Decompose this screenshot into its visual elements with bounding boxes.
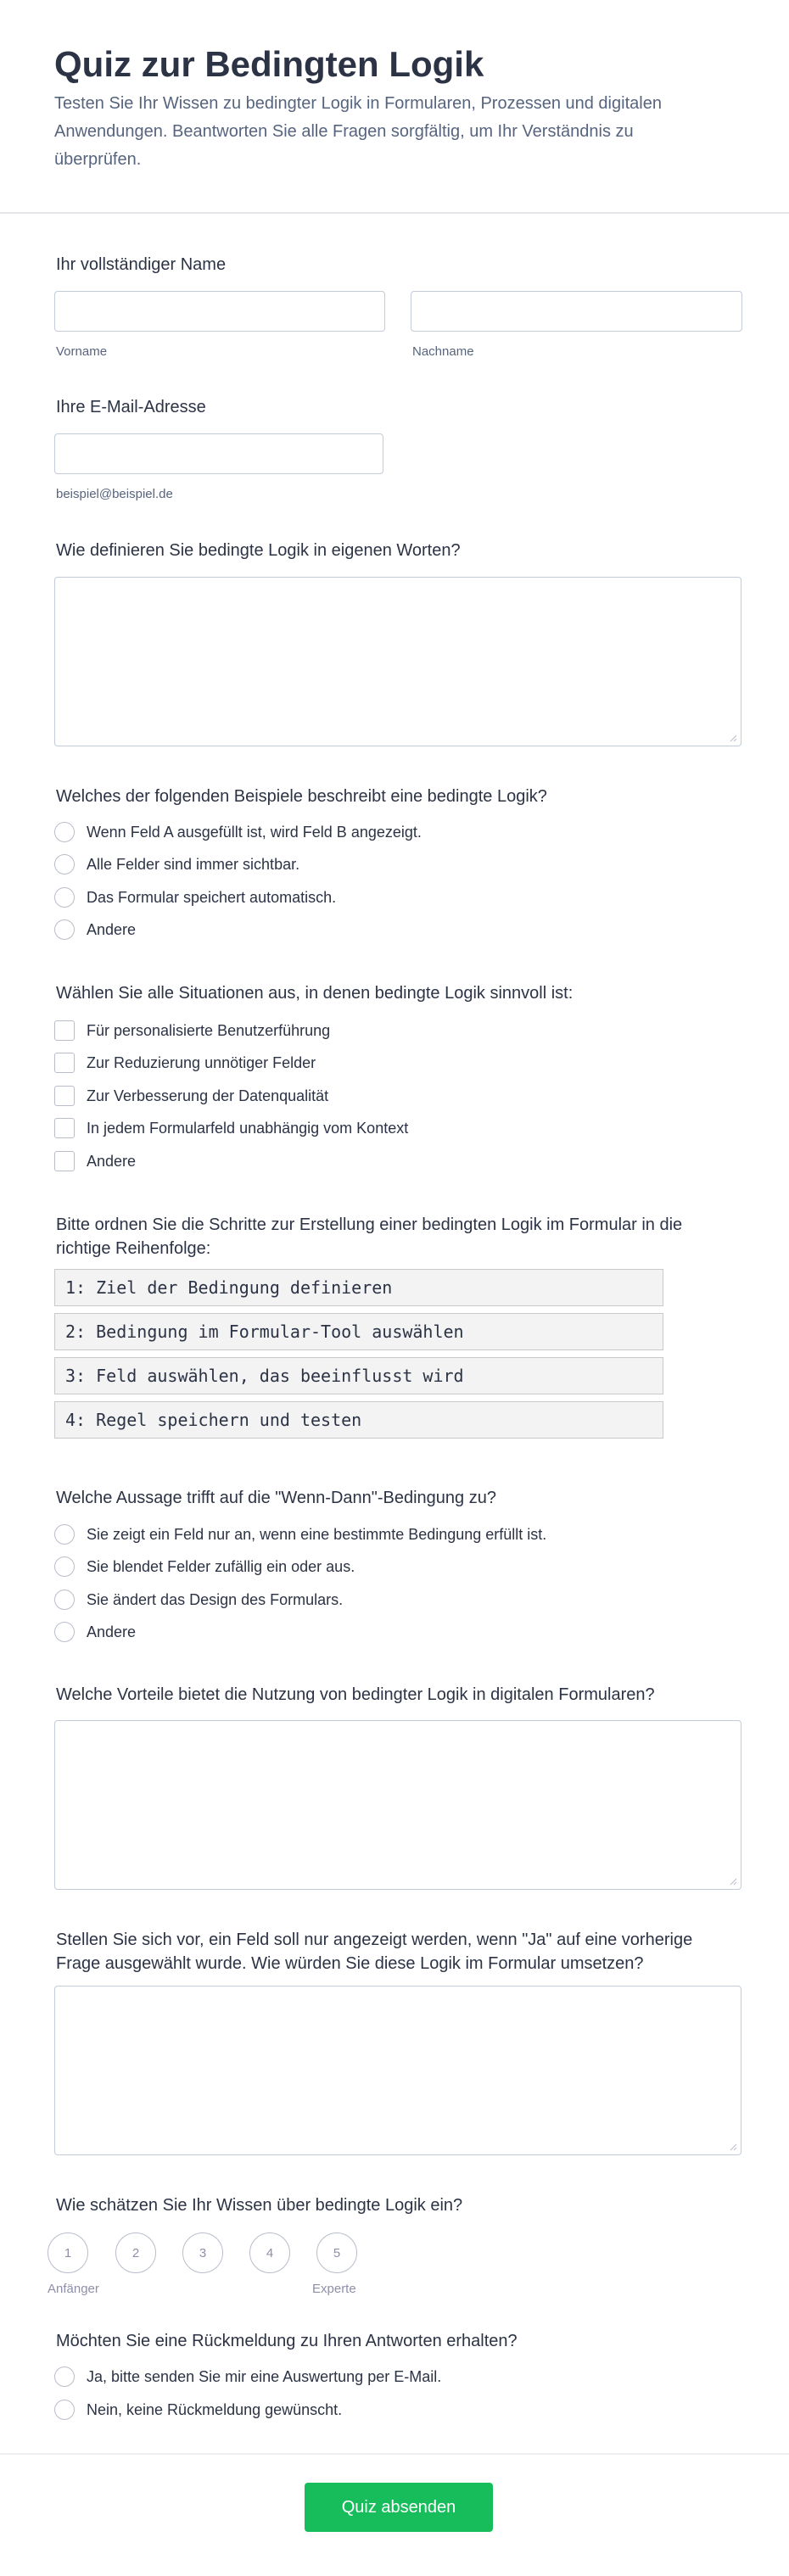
- radio-button[interactable]: [54, 1556, 75, 1577]
- last-name-sublabel: Nachname: [412, 344, 474, 359]
- scenario-question-label: Stellen Sie sich vor, ein Feld soll nur angezeigt werden, wenn "Ja" auf eine vorherige Frage ausgewählt wurde. Wie würden Sie diese Logik im Formular umsetzen?: [56, 1931, 693, 1973]
- rating-min-label: Anfänger: [48, 2282, 99, 2296]
- benefits-textarea[interactable]: [54, 1720, 741, 1890]
- rank-item[interactable]: 4: Regel speichern und testen: [54, 1401, 663, 1439]
- rank-item[interactable]: 1: Ziel der Bedingung definieren: [54, 1269, 663, 1306]
- rating-option-4[interactable]: 4: [249, 2232, 290, 2273]
- define-textarea[interactable]: [54, 577, 741, 746]
- situations-option[interactable]: Zur Verbesserung der Datenqualität: [54, 1084, 328, 1108]
- first-name-sublabel: Vorname: [56, 344, 108, 359]
- example-option[interactable]: Das Formular speichert automatisch.: [54, 886, 336, 909]
- checkbox[interactable]: [54, 1086, 75, 1106]
- radio-button[interactable]: [54, 2366, 75, 2387]
- example-option[interactable]: Alle Felder sind immer sichtbar.: [54, 852, 299, 876]
- rating-question-label: Wie schätzen Sie Ihr Wissen über bedingte Logik ein?: [56, 2196, 463, 2215]
- radio-button[interactable]: [54, 1622, 75, 1642]
- situations-option[interactable]: Für personalisierte Benutzerführung: [54, 1019, 330, 1042]
- example-option[interactable]: Wenn Feld A ausgefüllt ist, wird Feld B angezeigt.: [54, 820, 422, 844]
- feedback-question-label: Möchten Sie eine Rückmeldung zu Ihren Antworten erhalten?: [56, 2332, 518, 2350]
- ifthen-option[interactable]: Andere: [54, 1620, 136, 1644]
- rating-option-5[interactable]: 5: [316, 2232, 357, 2273]
- radio-button[interactable]: [54, 854, 75, 874]
- define-question-label: Wie definieren Sie bedingte Logik in eigenen Worten?: [56, 541, 461, 560]
- feedback-option[interactable]: Nein, keine Rückmeldung gewünscht.: [54, 2398, 342, 2422]
- checkbox[interactable]: [54, 1020, 75, 1041]
- first-name-input[interactable]: [54, 291, 385, 332]
- resize-grip-icon[interactable]: [730, 735, 737, 742]
- situations-option[interactable]: Zur Reduzierung unnötiger Felder: [54, 1051, 316, 1075]
- scenario-textarea[interactable]: [54, 1986, 741, 2155]
- resize-grip-icon[interactable]: [730, 2143, 737, 2151]
- example-option[interactable]: Andere: [54, 918, 136, 942]
- email-input[interactable]: [54, 433, 383, 474]
- name-label: Ihr vollständiger Name: [56, 255, 227, 274]
- submit-button[interactable]: Quiz absenden: [305, 2483, 493, 2532]
- rating-option-3[interactable]: 3: [182, 2232, 223, 2273]
- checkbox[interactable]: [54, 1151, 75, 1171]
- radio-button[interactable]: [54, 1524, 75, 1545]
- email-sublabel: beispiel@beispiel.de: [56, 487, 173, 501]
- benefits-question-label: Welche Vorteile bietet die Nutzung von bedingter Logik in digitalen Formularen?: [56, 1685, 655, 1704]
- page-title: Quiz zur Bedingten Logik: [54, 44, 484, 84]
- ifthen-question-label: Welche Aussage trifft auf die "Wenn-Dann"-Bedingung zu?: [56, 1489, 496, 1507]
- radio-button[interactable]: [54, 2400, 75, 2420]
- email-label: Ihre E-Mail-Adresse: [56, 398, 206, 416]
- rating-max-label: Experte: [312, 2282, 356, 2296]
- rating-option-1[interactable]: 1: [48, 2232, 88, 2273]
- situations-question-label: Wählen Sie alle Situationen aus, in denen bedingte Logik sinnvoll ist:: [56, 984, 574, 1003]
- checkbox[interactable]: [54, 1053, 75, 1073]
- situations-option[interactable]: Andere: [54, 1149, 136, 1173]
- rank-item[interactable]: 2: Bedingung im Formular-Tool auswählen: [54, 1313, 663, 1350]
- example-question-label: Welches der folgenden Beispiele beschreibt eine bedingte Logik?: [56, 787, 547, 806]
- radio-button[interactable]: [54, 822, 75, 842]
- radio-button[interactable]: [54, 887, 75, 908]
- page-subtitle: Testen Sie Ihr Wissen zu bedingter Logik in Formularen, Prozessen und digitalen Anwendungen. Beantworten Sie alle Fragen sorgfältig, um Ihr Verständnis zu überprüfen.: [54, 94, 662, 169]
- resize-grip-icon[interactable]: [730, 1878, 737, 1886]
- order-question-label: Bitte ordnen Sie die Schritte zur Erstellung einer bedingten Logik im Formular in die richtige Reihenfolge:: [56, 1215, 683, 1258]
- situations-option[interactable]: In jedem Formularfeld unabhängig vom Kontext: [54, 1116, 408, 1140]
- radio-button[interactable]: [54, 1590, 75, 1610]
- ifthen-option[interactable]: Sie blendet Felder zufällig ein oder aus.: [54, 1555, 355, 1579]
- radio-button[interactable]: [54, 919, 75, 940]
- form-header: [0, 0, 789, 214]
- rank-item[interactable]: 3: Feld auswählen, das beeinflusst wird: [54, 1357, 663, 1394]
- checkbox[interactable]: [54, 1118, 75, 1138]
- last-name-input[interactable]: [411, 291, 742, 332]
- ifthen-option[interactable]: Sie ändert das Design des Formulars.: [54, 1588, 343, 1612]
- feedback-option[interactable]: Ja, bitte senden Sie mir eine Auswertung per E-Mail.: [54, 2365, 441, 2389]
- ifthen-option[interactable]: Sie zeigt ein Feld nur an, wenn eine bestimmte Bedingung erfüllt ist.: [54, 1523, 546, 1546]
- rating-option-2[interactable]: 2: [115, 2232, 156, 2273]
